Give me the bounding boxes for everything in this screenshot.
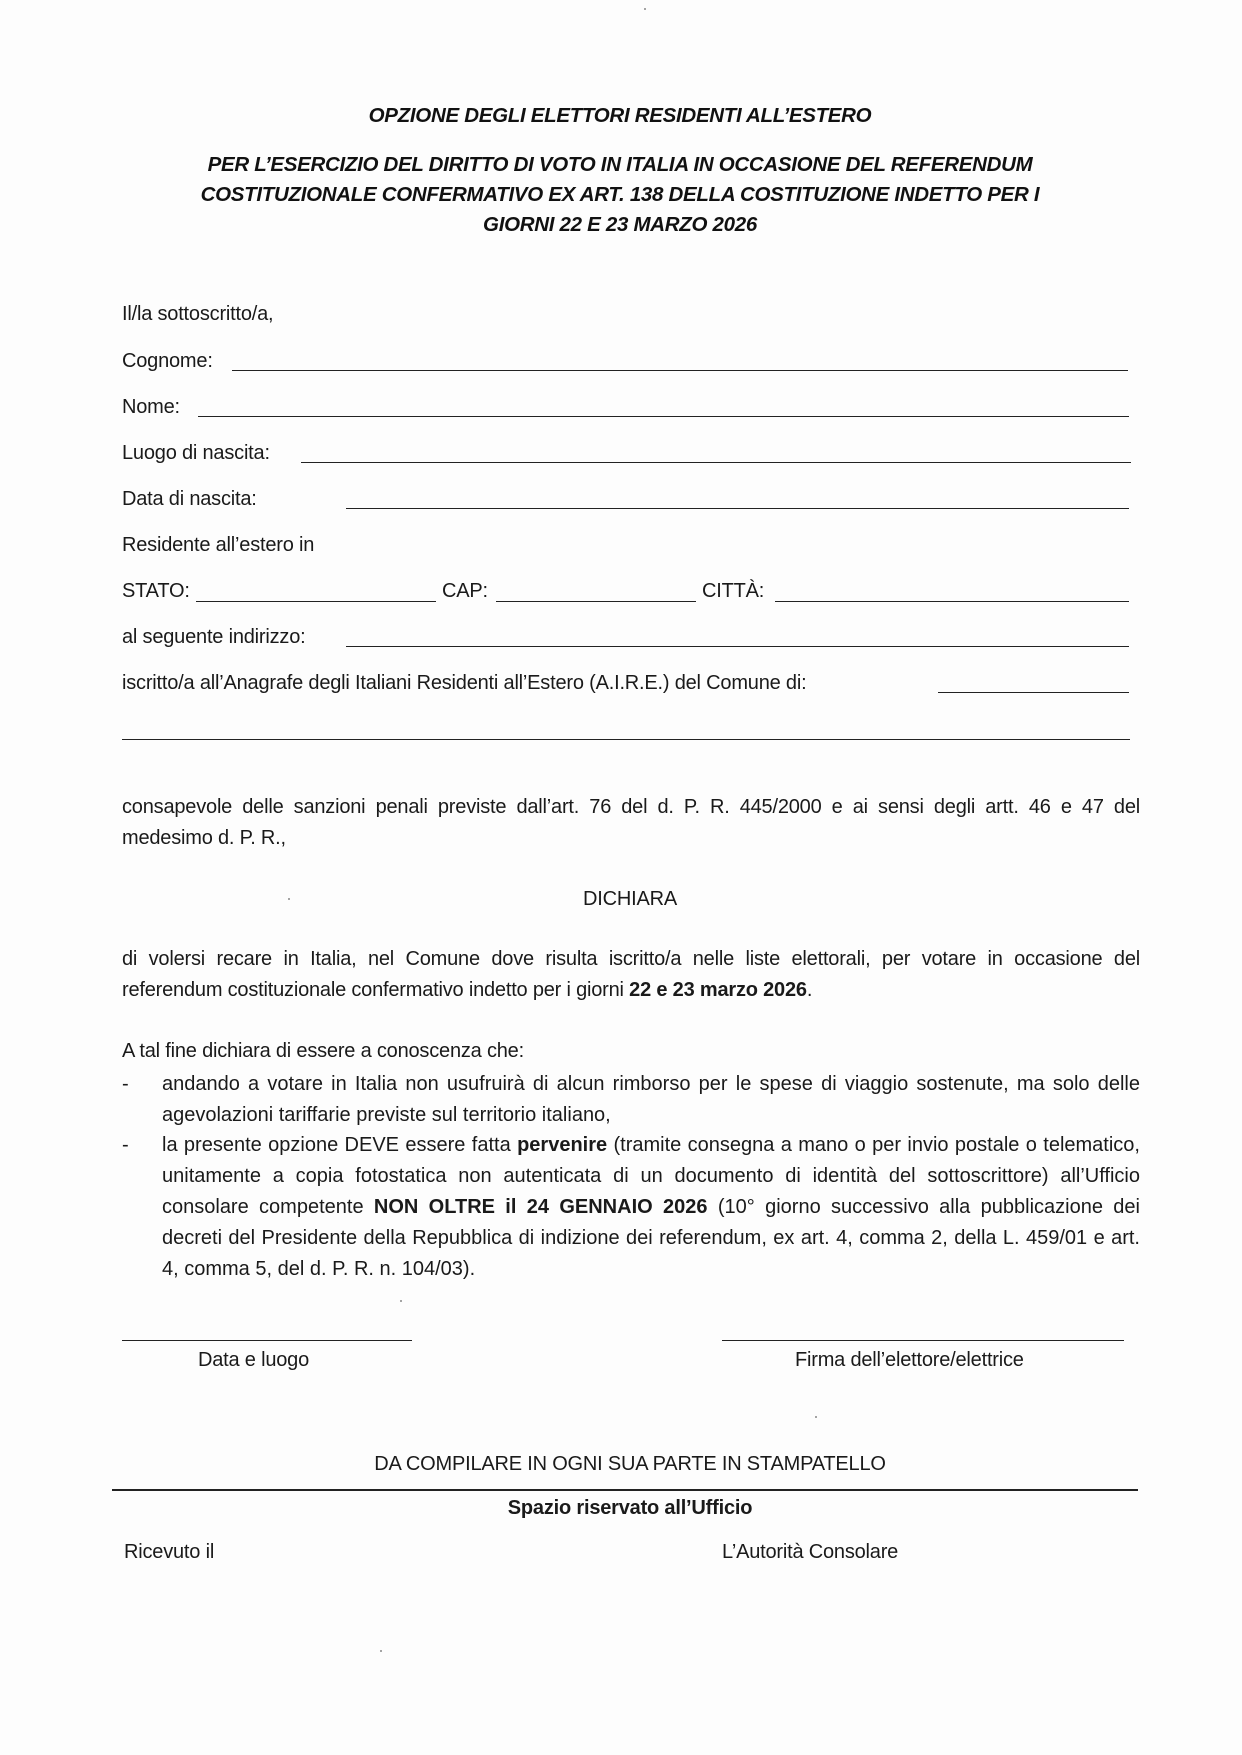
luogo-nascita-field[interactable] xyxy=(301,462,1131,463)
nome-field[interactable] xyxy=(198,416,1129,417)
a-tal-fine-text: A tal fine dichiara di essere a conoscenza che: xyxy=(122,1040,524,1062)
document-title: OPZIONE DEGLI ELETTORI RESIDENTI ALL’ESTERO xyxy=(368,104,872,127)
data-luogo-label: Data e luogo xyxy=(198,1349,310,1371)
stato-label: STATO: xyxy=(122,580,190,602)
luogo-nascita-label: Luogo di nascita: xyxy=(122,442,270,464)
cognome-label: Cognome: xyxy=(122,350,213,372)
autorita-consolare-label: L’Autorità Consolare xyxy=(722,1541,899,1563)
bullet-item-rimborso: - andando a votare in Italia non usufruirà di alcun rimborso per le spese di viaggio sostenute, ma solo delle agevolazioni tariffarie previste sul territorio italiano, xyxy=(122,1069,1140,1131)
reserved-space-title: Spazio riservato all’Ufficio xyxy=(507,1497,753,1519)
document-subtitle xyxy=(120,150,1120,240)
ricevuto-label: Ricevuto il xyxy=(124,1541,215,1563)
indirizzo-label: al seguente indirizzo: xyxy=(122,626,306,648)
data-nascita-field[interactable] xyxy=(346,508,1129,509)
stato-field[interactable] xyxy=(196,601,436,602)
indirizzo-field[interactable] xyxy=(346,646,1129,647)
stampatello-instruction: DA COMPILARE IN OGNI SUA PARTE IN STAMPATELLO xyxy=(374,1453,886,1475)
aire-label: iscritto/a all’Anagrafe degli Italiani Residenti all’Estero (A.I.R.E.) del Comune di: xyxy=(122,672,807,694)
scan-speck xyxy=(380,1650,382,1652)
bullet-dash: - xyxy=(122,1073,129,1095)
scan-speck xyxy=(400,1300,402,1302)
bullet-item-scadenza: - la presente opzione DEVE essere fatta pervenire (tramite consegna a mano o per invio postale o telematico, unitamente a copia fotostatica non autenticata di un documento di identità del sottoscrittore) all’Ufficio consolare competente NON OLTRE il 24 GENNAIO 2026 (10° giorno successivo alla pubblicazione dei decreti del Presidente della Repubblica di indizione dei referendum, ex art. 4, comma 2, della L. 459/01 e art. 4, comma 5, del d. P. R. n. 104/03). xyxy=(122,1130,1140,1285)
data-luogo-field[interactable] xyxy=(122,1340,412,1341)
consapevole-paragraph: consapevole delle sanzioni penali previste dall’art. 76 del d. P. R. 445/2000 e ai sensi degli artt. 46 e 47 del medesimo d. P. R., xyxy=(122,796,1140,849)
bullet-dash: - xyxy=(122,1134,129,1156)
declaration-paragraph: di volersi recare in Italia, nel Comune dove risulta iscritto/a nelle liste elettorali, per votare in occasione del referendum costituzionale confermativo indetto per i giorni 22 e 23 marzo 2026. xyxy=(122,948,1140,1001)
aire-comune-field[interactable] xyxy=(938,692,1129,693)
cognome-field[interactable] xyxy=(232,370,1128,371)
nome-label: Nome: xyxy=(122,396,180,418)
subtitle-line-1: PER L’ESERCIZIO DEL DIRITTO DI VOTO IN ITALIA IN OCCASIONE DEL REFERENDUM xyxy=(207,153,1033,176)
scan-speck xyxy=(815,1416,817,1418)
residente-label: Residente all’estero in xyxy=(122,534,315,556)
scan-speck xyxy=(644,8,646,10)
cap-field[interactable] xyxy=(496,601,696,602)
firma-label: Firma dell’elettore/elettrice xyxy=(795,1349,1024,1371)
deadline-date: NON OLTRE il 24 GENNAIO 2026 xyxy=(373,1196,708,1218)
footer-divider xyxy=(112,1489,1138,1491)
citta-label: CITTÀ: xyxy=(702,580,765,602)
scan-speck xyxy=(288,898,290,900)
referendum-dates: 22 e 23 marzo 2026 xyxy=(629,979,807,1001)
intro-text: Il/la sottoscritto/a, xyxy=(122,303,274,325)
citta-field[interactable] xyxy=(775,601,1129,602)
subtitle-line-2: COSTITUZIONALE CONFERMATIVO EX ART. 138 DELLA COSTITUZIONE INDETTO PER I xyxy=(200,183,1040,206)
aire-comune-field-continued[interactable] xyxy=(122,739,1130,740)
dichiara-heading: DICHIARA xyxy=(583,888,677,910)
data-nascita-label: Data di nascita: xyxy=(122,488,257,510)
firma-field[interactable] xyxy=(722,1340,1124,1341)
subtitle-line-3: GIORNI 22 E 23 MARZO 2026 xyxy=(483,213,757,236)
cap-label: CAP: xyxy=(442,580,488,602)
